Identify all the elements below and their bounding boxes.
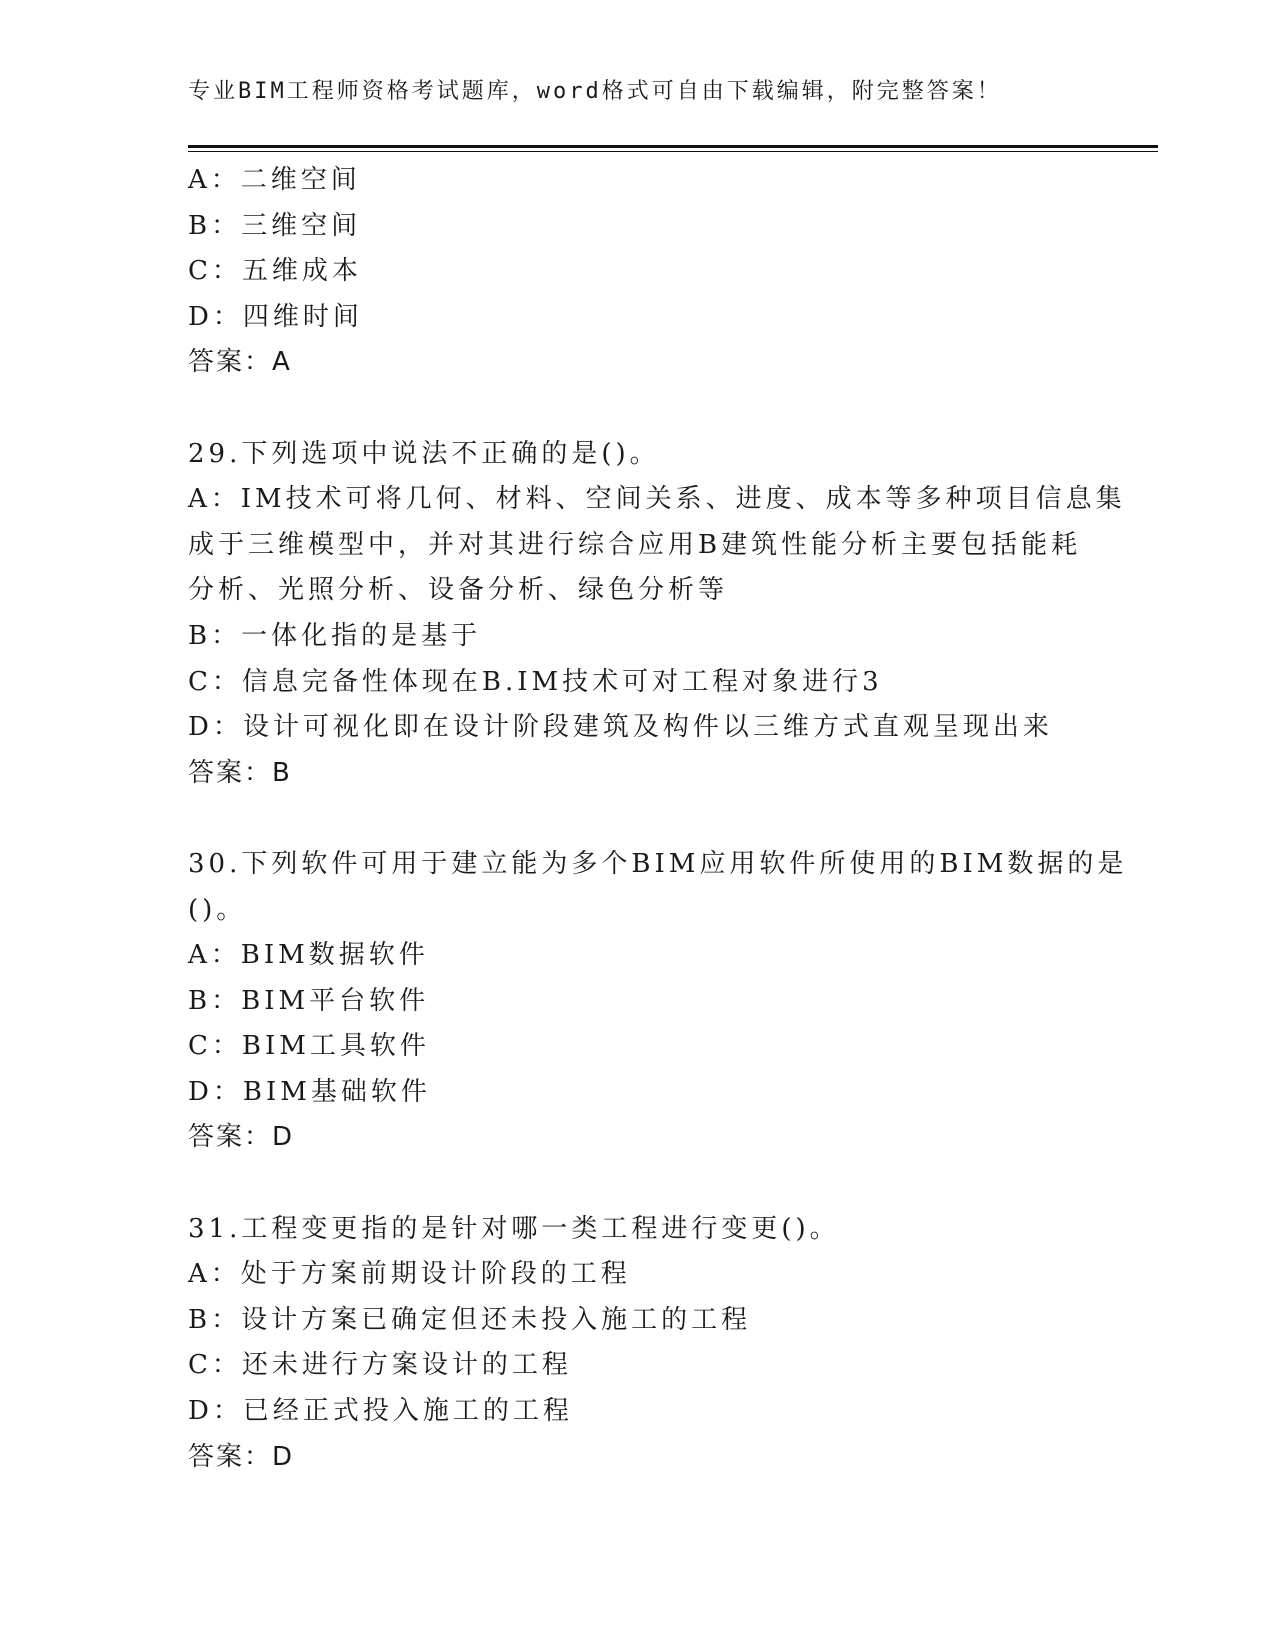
question-stem-line-1: 30.下列软件可用于建立能为多个BIM应用软件所使用的BIM数据的是	[188, 848, 1128, 879]
option-c: C：还未进行方案设计的工程	[188, 1350, 572, 1381]
question-content	[188, 158, 1128, 1480]
option-b: B：一体化指的是基于	[188, 620, 482, 651]
question-28	[188, 158, 1118, 386]
option-d: D：设计可视化即在设计阶段建筑及构件以三维方式直观呈现出来	[188, 712, 1053, 743]
option-b: B：BIM平台软件	[188, 985, 430, 1016]
option-a-line-2: 成于三维模型中，并对其进行综合应用B建筑性能分析主要包括能耗	[188, 529, 1082, 560]
page-header: 专业BIM工程师资格考试题库，word格式可自由下载编辑，附完整答案！	[188, 79, 1002, 104]
option-a-line-1: A：IM技术可将几何、材料、空间关系、进度、成本等多种项目信息集	[188, 484, 1126, 515]
option-d: D：BIM基础软件	[188, 1076, 431, 1107]
header-rule-thin	[188, 151, 1158, 152]
option-a: A：处于方案前期设计阶段的工程	[188, 1259, 631, 1290]
option-a: A：二维空间	[188, 165, 361, 195]
option-c: C：五维成本	[188, 256, 362, 287]
answer: 答案：D	[188, 1441, 295, 1472]
answer: 答案：B	[188, 757, 292, 788]
option-d: D：四维时间	[188, 301, 363, 332]
spacer	[188, 386, 1118, 432]
option-d: D：已经正式投入施工的工程	[188, 1396, 573, 1427]
answer: 答案：D	[188, 1122, 295, 1153]
option-a-line-3: 分析、光照分析、设备分析、绿色分析等	[188, 575, 729, 606]
spacer	[188, 796, 1118, 842]
option-c: C：信息完备性体现在B.IM技术可对工程对象进行3	[188, 666, 883, 697]
answer: 答案：A	[188, 347, 292, 378]
question-30	[188, 842, 1128, 1161]
option-b: B：三维空间	[188, 210, 362, 241]
spacer	[188, 1161, 1118, 1207]
question-stem: 29.下列选项中说法不正确的是()。	[188, 438, 660, 469]
question-stem: 31.工程变更指的是针对哪一类工程进行变更()。	[188, 1213, 840, 1244]
header-rule-thick	[188, 145, 1158, 148]
question-31	[188, 1207, 1118, 1481]
question-stem-line-2: ()。	[188, 894, 247, 925]
question-29	[188, 432, 1126, 797]
option-b: B：设计方案已确定但还未投入施工的工程	[188, 1304, 752, 1335]
option-a: A：BIM数据软件	[188, 940, 429, 971]
option-c: C：BIM工具软件	[188, 1031, 430, 1062]
